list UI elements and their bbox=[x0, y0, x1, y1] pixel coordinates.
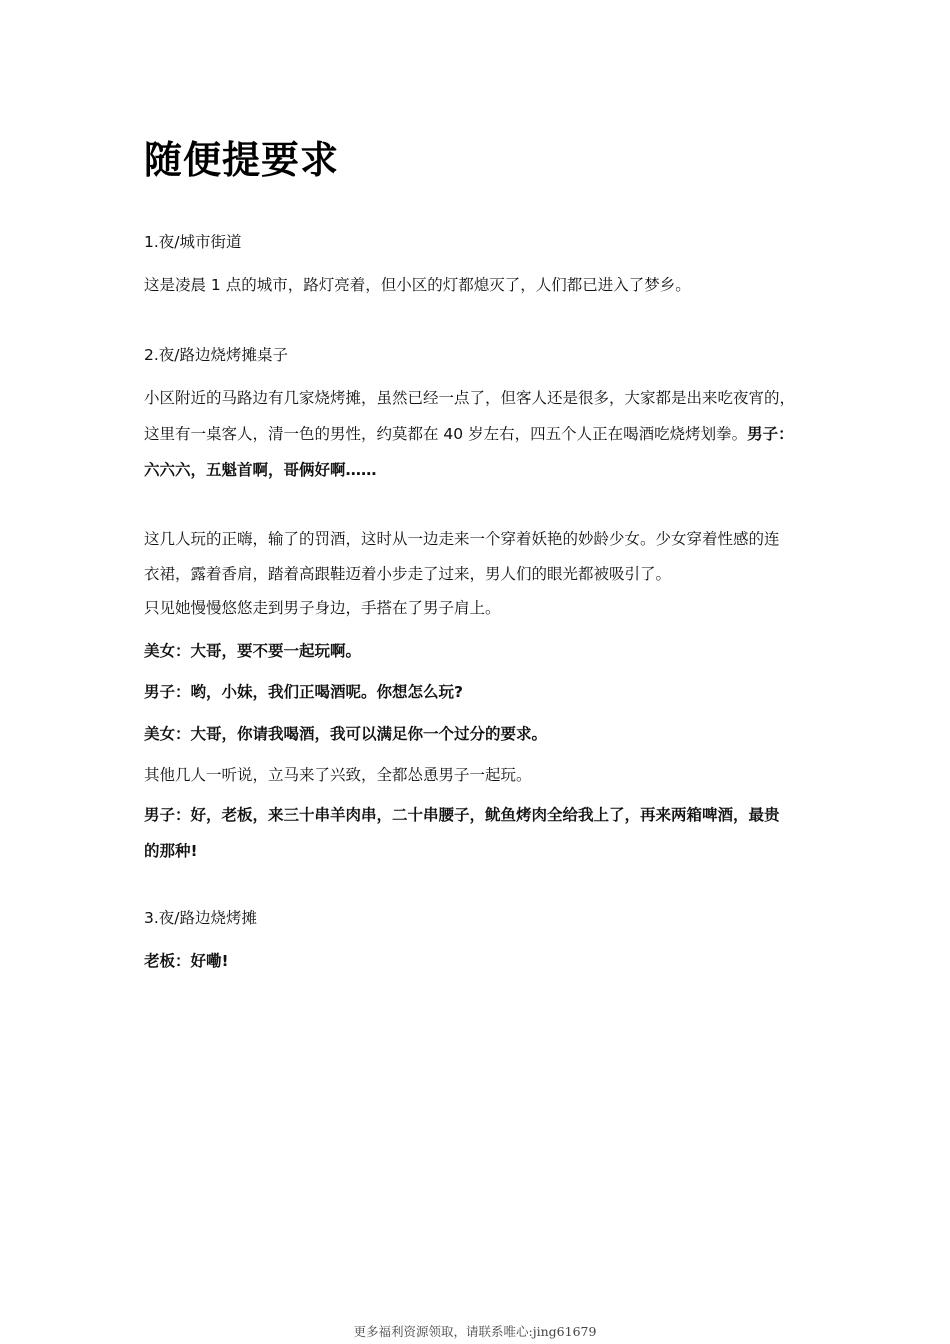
scene-heading: 2.夜/路边烧烤摊桌子 bbox=[144, 346, 289, 364]
dialogue-line: 老板：好嘞! bbox=[144, 952, 229, 970]
paragraph-line bbox=[144, 416, 824, 452]
paragraph: 其他几人一听说，立马来了兴致，全都怂恿男子一起玩。 bbox=[144, 766, 532, 784]
paragraph-line: 衣裙，露着香肩，踏着高跟鞋迈着小步走了过来，男人们的眼光都被吸引了。 bbox=[144, 565, 672, 583]
dialogue-line: 的那种! bbox=[144, 842, 198, 860]
paragraph: 只见她慢慢悠悠走到男子身边，手搭在了男子肩上。 bbox=[144, 599, 501, 617]
scene-heading: 1.夜/城市街道 bbox=[144, 233, 242, 251]
dialogue-line: 美女：大哥，要不要一起玩啊。 bbox=[144, 642, 362, 660]
page-title: 随便提要求 bbox=[144, 138, 340, 182]
dialogue-line: 男子：好，老板，来三十串羊肉串，二十串腰子，鱿鱼烤肉全给我上了，再来两箱啤酒，最贵 bbox=[144, 806, 780, 824]
scene-heading: 3.夜/路边烧烤摊 bbox=[144, 909, 258, 927]
script-body bbox=[144, 226, 824, 979]
speaker-label: 男子： bbox=[747, 425, 794, 443]
paragraph-line: 这几人玩的正嗨，输了的罚酒，这时从一边走来一个穿着妖艳的妙龄少女。少女穿着性感的连 bbox=[144, 530, 780, 548]
paragraph: 这是凌晨 1 点的城市，路灯亮着，但小区的灯都熄灭了，人们都已进入了梦乡。 bbox=[144, 276, 691, 294]
dialogue-line: 美女：大哥，你请我喝酒，我可以满足你一个过分的要求。 bbox=[144, 725, 548, 743]
footer-watermark: 更多福利资源领取，请联系唯心:jing61679 bbox=[353, 1324, 597, 1339]
dialogue-line: 男子：哟，小妹，我们正喝酒呢。你想怎么玩? bbox=[144, 683, 463, 701]
dialogue-line: 六六六，五魁首啊，哥俩好啊…… bbox=[144, 461, 377, 479]
narration-text: 这里有一桌客人，清一色的男性，约莫都在 40 岁左右，四五个人正在喝酒吃烧烤划拳。 bbox=[144, 425, 748, 443]
paragraph-line: 小区附近的马路边有几家烧烤摊，虽然已经一点了，但客人还是很多，大家都是出来吃夜宵的， bbox=[144, 389, 796, 407]
